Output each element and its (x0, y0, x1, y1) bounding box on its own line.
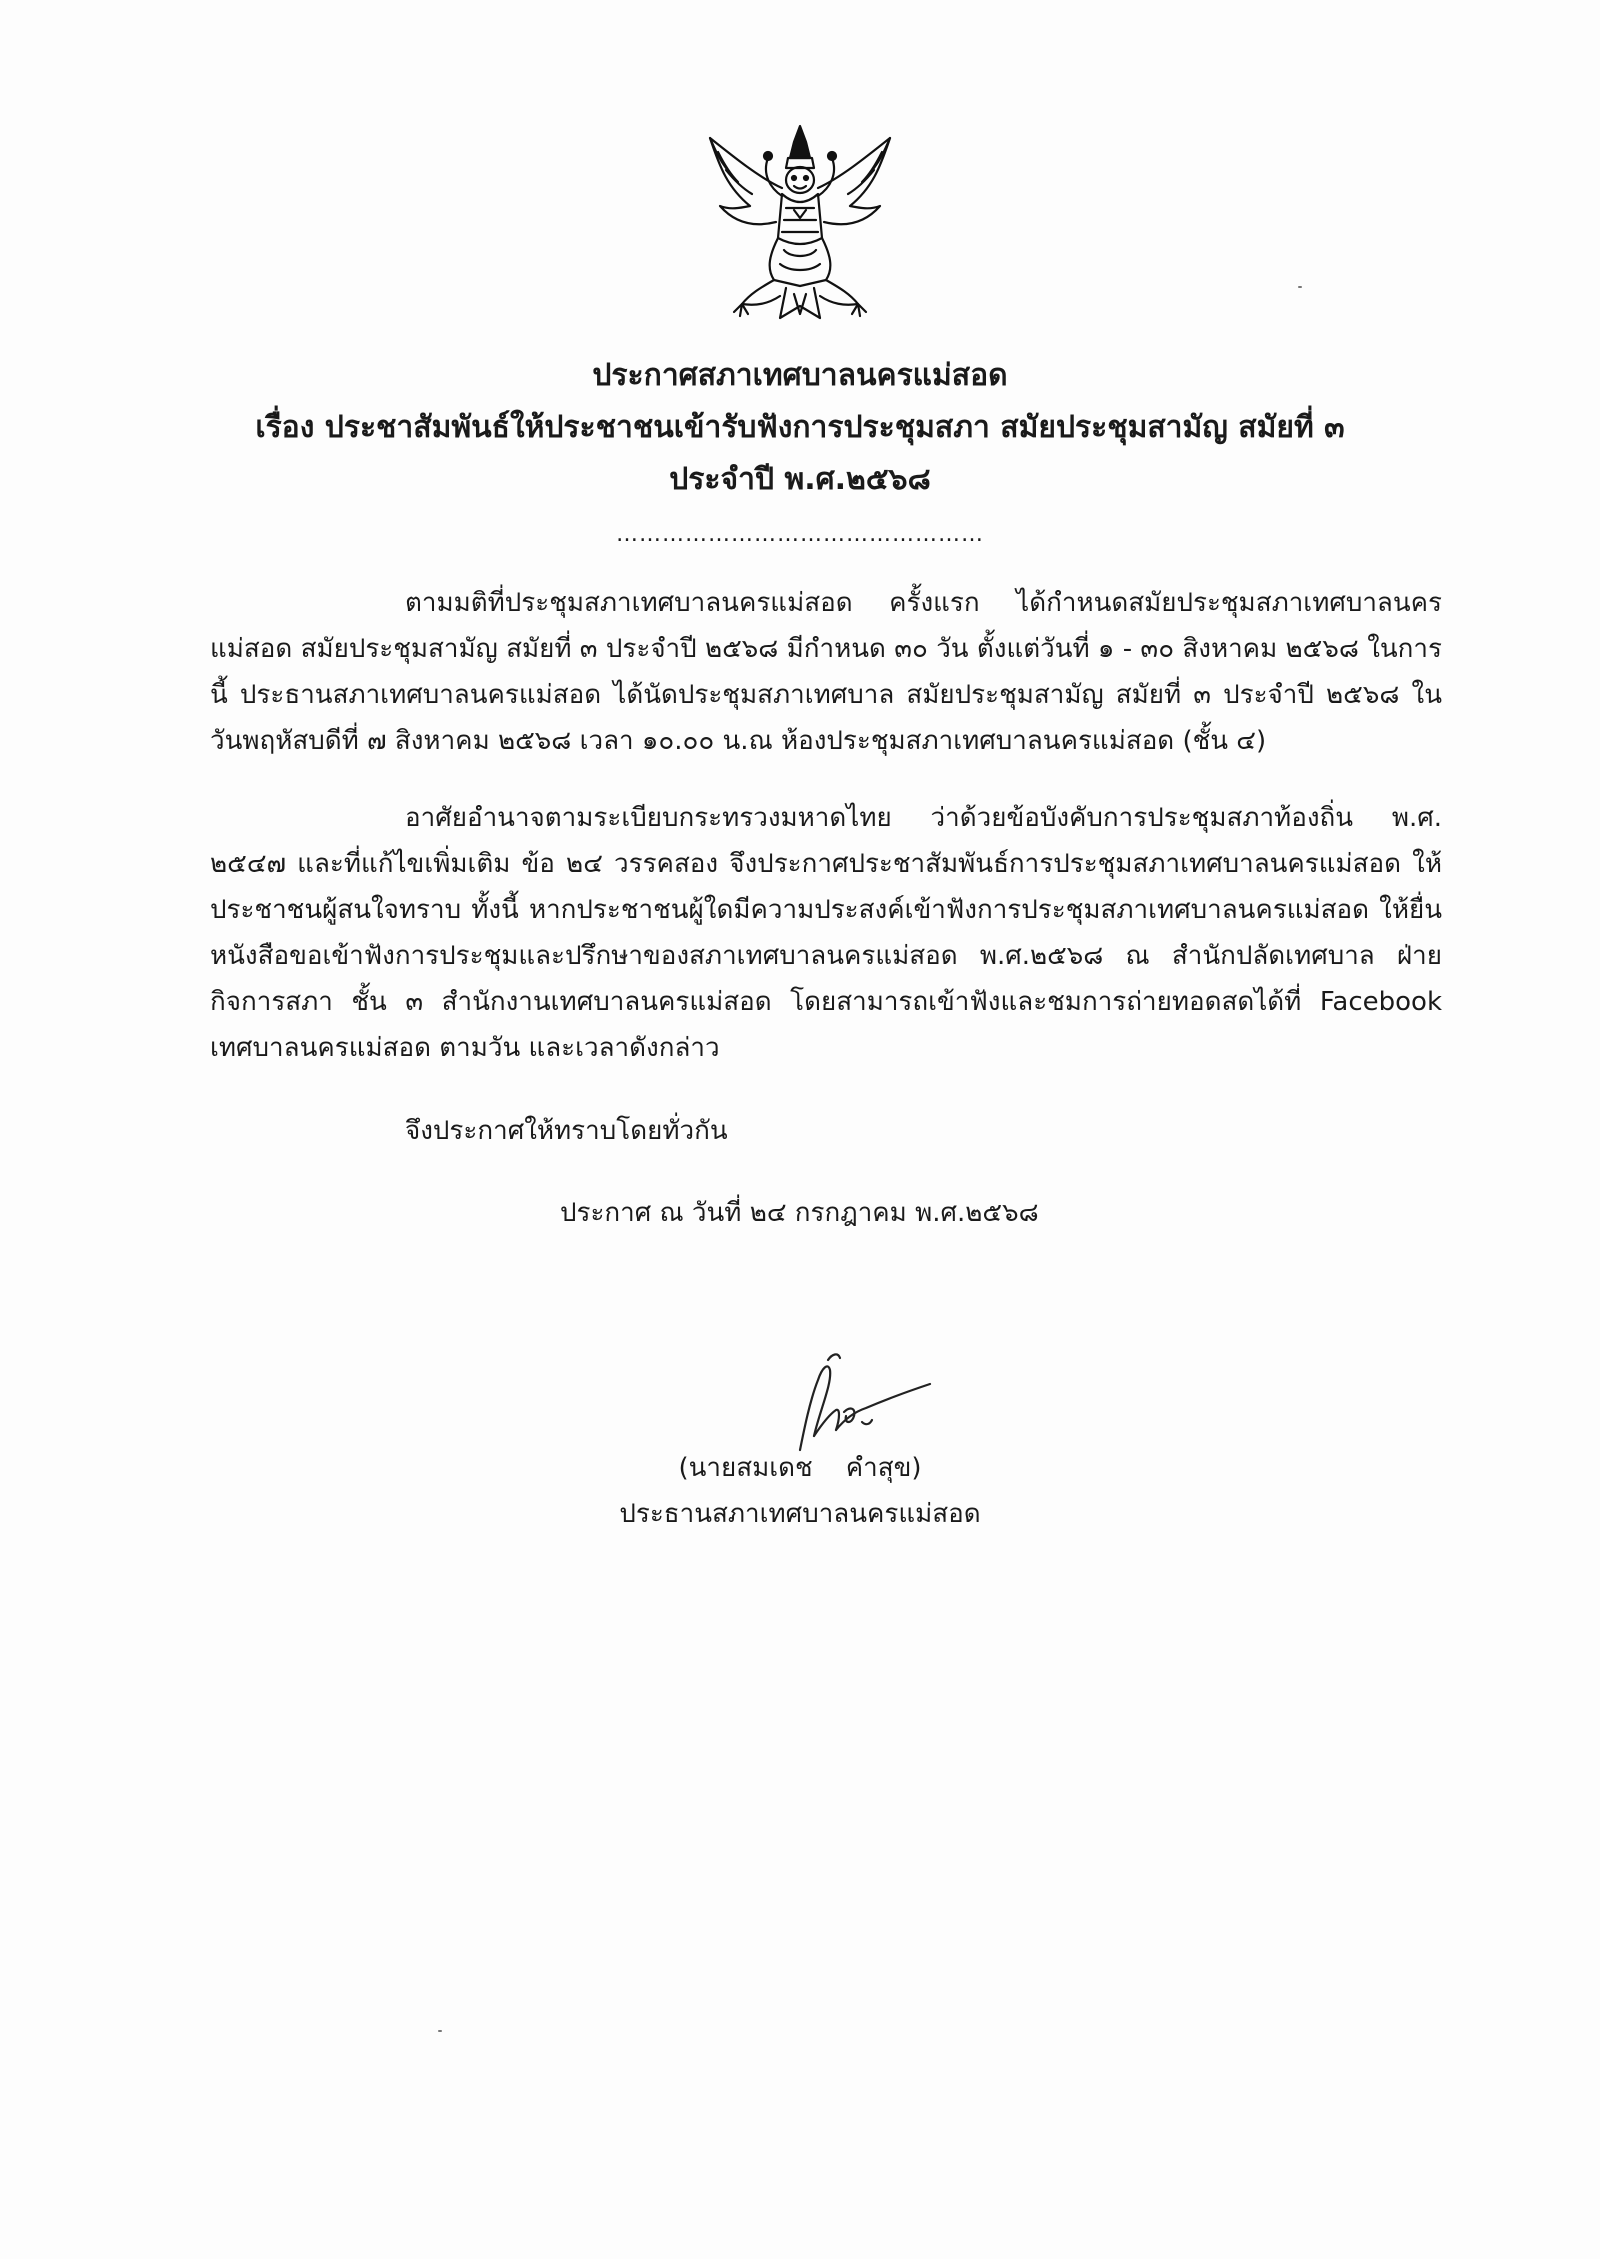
handwritten-signature (770, 1340, 950, 1460)
scan-speck (1298, 286, 1302, 288)
body-paragraph-3: จึงประกาศให้ทราบโดยทั่วกัน (405, 1116, 728, 1146)
garuda-emblem-icon (690, 118, 910, 328)
body-paragraph-2: อาศัยอำนาจตามระเบียบกระทรวงมหาดไทย ว่าด้วยข้อบังคับการประชุมสภาท้องถิ่น พ.ศ. ๒๕๔๗ และที่แก้ไขเพิ่มเติม ข้อ ๒๔ วรรคสอง จึงประกาศประชาสัมพันธ์การประชุมสภาเทศบาลนครแม่สอด ให้ประชาชนผู้สนใจทราบ ทั้งนี้ หากประชาชนผู้ใดมีความประสงค์เข้าฟังการประชุมสภาเทศบาลนครแม่สอด ให้ยื่นหนังสือขอเข้าฟังการประชุมและปรึกษาของสภาเทศบาลนครแม่สอด พ.ศ.๒๕๖๘ ณ สำนักปลัดเทศบาล ฝ่ายกิจการสภา ชั้น ๓ สำนักงานเทศบาลนครแม่สอด โดยสามารถเข้าฟังและชมการถ่ายทอดสดได้ที่ Facebook เทศบาลนครแม่สอด ตามวัน และเวลาดังกล่าว (210, 803, 1442, 1063)
title-separator: ………………………………………… (616, 522, 984, 547)
document-title (0, 350, 1600, 506)
body-paragraph-1: ตามมติที่ประชุมสภาเทศบาลนครแม่สอด ครั้งแรก ได้กำหนดสมัยประชุมสภาเทศบาลนครแม่สอด สมัยประชุมสามัญ สมัยที่ ๓ ประจำปี ๒๕๖๘ มีกำหนด ๓๐ วัน ตั้งแต่วันที่ ๑ - ๓๐ สิงหาคม ๒๕๖๘ ในการนี้ ประธานสภาเทศบาลนครแม่สอด ได้นัดประชุมสภาเทศบาล สมัยประชุมสามัญ สมัยที่ ๓ ประจำปี ๒๕๖๘ ในวันพฤหัสบดีที่ ๗ สิงหาคม ๒๕๖๘ เวลา ๑๐.๐๐ น.ณ ห้องประชุมสภาเทศบาลนครแม่สอด (ชั้น ๔) (210, 588, 1442, 756)
signatory-name: (นายสมเดช คำสุข) (678, 1453, 922, 1483)
announcement-date: ประกาศ ณ วันที่ ๒๔ กรกฎาคม พ.ศ.๒๕๖๘ (560, 1198, 1039, 1228)
title-line-1: ประกาศสภาเทศบาลนครแม่สอด (592, 358, 1008, 393)
title-line-2: เรื่อง ประชาสัมพันธ์ให้ประชาชนเข้ารับฟังการประชุมสภา สมัยประชุมสามัญ สมัยที่ ๓ (255, 410, 1345, 445)
title-line-3: ประจำปี พ.ศ.๒๕๖๘ (669, 462, 931, 497)
signatory-position: ประธานสภาเทศบาลนครแม่สอด (619, 1499, 981, 1529)
scan-speck (438, 2030, 442, 2032)
